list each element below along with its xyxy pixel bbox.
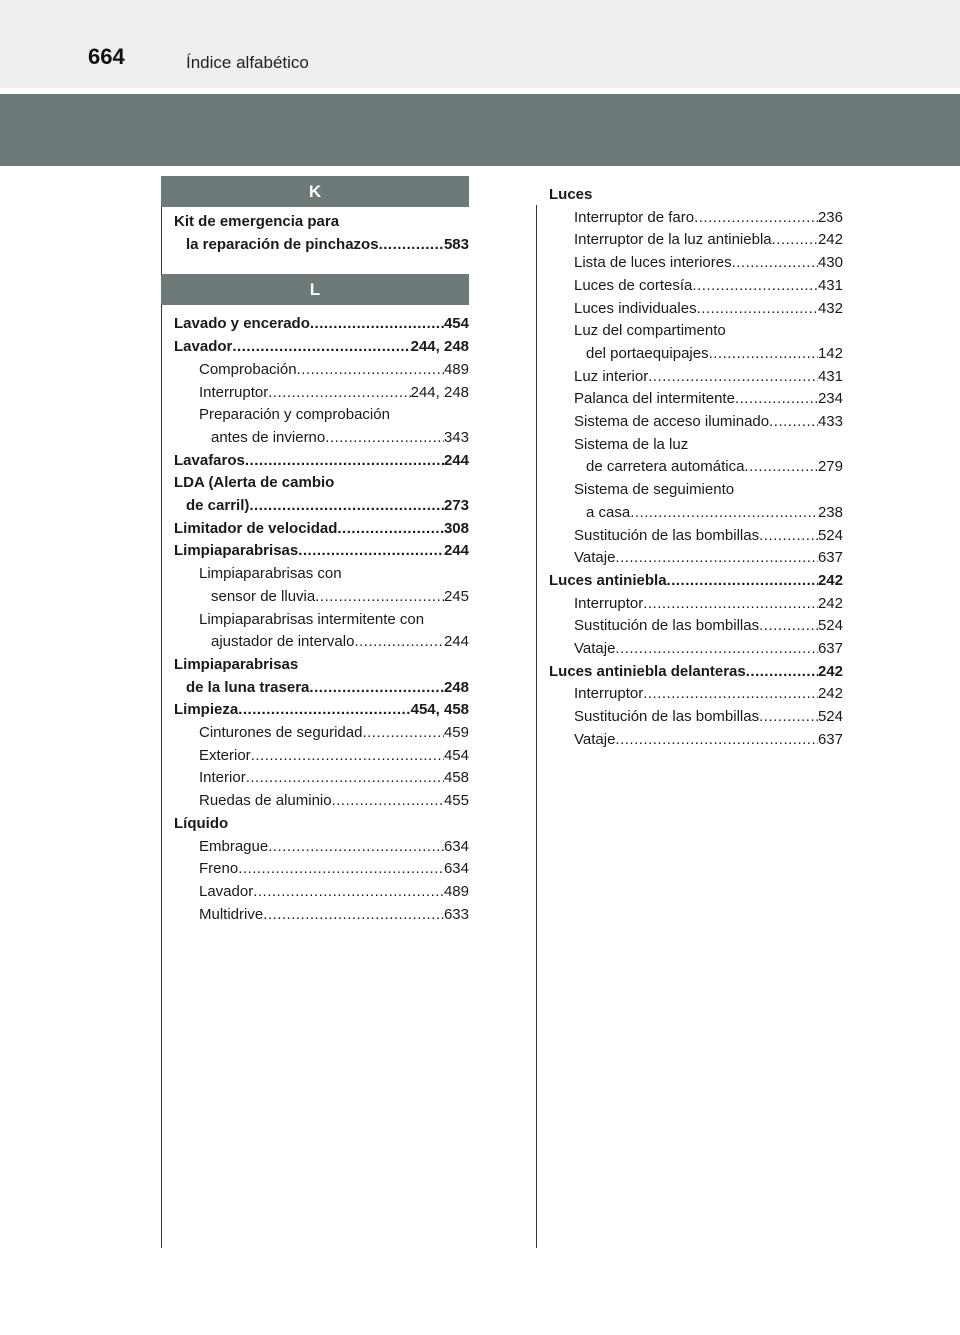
dot-leader [744, 456, 818, 479]
left-column [161, 176, 469, 926]
entry-term: Luces antiniebla [549, 571, 667, 589]
index-list-l [161, 305, 469, 926]
entry-term: Interruptor de faro [574, 208, 695, 226]
index-entry [174, 790, 469, 813]
dot-leader [667, 570, 818, 593]
dot-leader [325, 427, 444, 450]
entry-page-ref: 637 [817, 640, 843, 658]
index-entry [549, 320, 843, 343]
index-entry [174, 211, 469, 234]
dot-leader [769, 411, 818, 434]
index-entry [549, 615, 843, 638]
dot-leader [362, 722, 444, 745]
entry-term: Limpiaparabrisas [174, 655, 299, 673]
entry-term: Lavafaros [174, 451, 245, 469]
dot-leader [692, 275, 818, 298]
index-entry [549, 343, 843, 366]
entry-term: Limitador de velocidad [174, 519, 338, 537]
entry-page-ref: 308 [443, 519, 469, 537]
entry-term: Palanca del intermitente [574, 390, 735, 408]
entry-term: la reparación de pinchazos [186, 235, 379, 253]
index-entry [174, 586, 469, 609]
entry-term: Lavador [199, 882, 254, 900]
index-entry [549, 229, 843, 252]
entry-term: Sustitución de las bombillas [574, 617, 760, 635]
index-entry [549, 252, 843, 275]
entry-page-ref: 637 [817, 730, 843, 748]
index-entry [174, 382, 469, 405]
entry-term: Comprobación [199, 360, 297, 378]
entry-term: Luces [549, 186, 593, 203]
entry-term: de la luna trasera [186, 678, 310, 696]
index-entry [174, 540, 469, 563]
index-entry [174, 745, 469, 768]
entry-term: Vataje [574, 640, 616, 658]
section-header-l: L [161, 274, 469, 305]
entry-term: Sistema de acceso iluminado [574, 413, 770, 431]
entry-page-ref: 634 [443, 860, 469, 878]
index-entry [174, 836, 469, 859]
entry-page-ref: 489 [443, 882, 469, 900]
dot-leader [309, 677, 444, 700]
page-number: 664 [88, 44, 125, 69]
entry-term: a casa [586, 503, 631, 521]
entry-term: Sistema de la luz [574, 435, 689, 453]
dot-leader [298, 540, 444, 563]
dot-leader [615, 547, 818, 570]
index-entry [174, 767, 469, 790]
entry-page-ref: 343 [443, 428, 469, 446]
entry-term: Luz del compartimento [574, 322, 726, 340]
entry-page-ref: 431 [817, 367, 843, 385]
index-entry [174, 699, 469, 722]
entry-page-ref: 242 [817, 571, 843, 589]
dot-leader [246, 767, 444, 790]
index-entry [549, 525, 843, 548]
entry-page-ref: 454 [443, 315, 469, 333]
entry-page-ref: 524 [817, 708, 843, 726]
entry-page-ref: 637 [817, 549, 843, 567]
index-entry [174, 313, 469, 336]
entry-page-ref: 634 [443, 837, 469, 855]
index-entry [549, 570, 843, 593]
dot-leader [615, 638, 818, 661]
index-entry [549, 638, 843, 661]
entry-term: Lista de luces interiores [574, 254, 732, 272]
entry-term: Sistema de seguimiento [574, 481, 735, 499]
dot-leader [315, 586, 444, 609]
dot-leader [643, 593, 818, 616]
index-list-luces [536, 184, 843, 752]
entry-page-ref: 236 [817, 208, 843, 226]
index-entry [549, 207, 843, 230]
entry-term: Lavador [174, 338, 233, 356]
entry-term: Interruptor [199, 383, 269, 401]
dot-leader [709, 343, 818, 366]
dot-leader [232, 336, 410, 359]
entry-term: Interruptor [574, 685, 644, 703]
dot-leader [615, 729, 818, 752]
index-entry [174, 631, 469, 654]
entry-page-ref: 433 [817, 413, 843, 431]
dot-leader [245, 450, 444, 473]
entry-term: de carretera automática [586, 458, 745, 476]
entry-page-ref: 279 [817, 458, 843, 476]
entry-term: Ruedas de aluminio [199, 792, 332, 810]
running-title: Índice alfabético [186, 53, 309, 72]
entry-page-ref: 242 [817, 662, 843, 680]
entry-term: Luz interior [574, 367, 649, 385]
entry-page-ref: 524 [817, 617, 843, 635]
entry-term: Exterior [199, 746, 251, 764]
index-entry [549, 683, 843, 706]
index-entry [174, 427, 469, 450]
entry-term: Freno [199, 860, 239, 878]
entry-page-ref: 458 [443, 769, 469, 787]
entry-page-ref: 244 [443, 633, 469, 651]
entry-page-ref: 459 [443, 724, 469, 742]
index-entry [174, 518, 469, 541]
dot-leader [249, 495, 444, 518]
index-entry [174, 813, 469, 836]
index-entry [549, 366, 843, 389]
dot-leader [251, 745, 444, 768]
entry-term: Kit de emergencia para [174, 213, 340, 230]
index-list-k [161, 207, 469, 256]
entry-term: LDA (Alerta de cambio [174, 474, 335, 492]
dot-leader [630, 502, 818, 525]
index-entry [549, 706, 843, 729]
entry-term: Embrague [199, 837, 269, 855]
entry-term: de carril) [186, 497, 250, 515]
dot-leader [772, 229, 818, 252]
entry-term: Limpiaparabrisas intermitente con [199, 610, 425, 628]
dot-leader [759, 615, 818, 638]
dot-leader [379, 234, 444, 257]
entry-page-ref: 142 [817, 344, 843, 362]
entry-term: Vataje [574, 549, 616, 567]
entry-term: Limpiaparabrisas con [199, 565, 342, 583]
entry-term: Limpieza [174, 701, 239, 719]
entry-term: Preparación y comprobación [199, 406, 390, 424]
entry-page-ref: 454 [443, 746, 469, 764]
entry-page-ref: 244 [443, 451, 469, 469]
index-entry [174, 677, 469, 700]
dot-leader [263, 904, 444, 927]
dot-leader [759, 706, 818, 729]
dot-leader [332, 790, 444, 813]
index-entry [549, 729, 843, 752]
entry-page-ref: 245 [443, 587, 469, 605]
index-entry [549, 479, 843, 502]
index-entry [174, 472, 469, 495]
entry-page-ref: 489 [443, 360, 469, 378]
entry-page-ref: 524 [817, 526, 843, 544]
dot-leader [354, 631, 444, 654]
index-entry [549, 456, 843, 479]
dot-leader [732, 252, 818, 275]
dot-leader [694, 207, 818, 230]
entry-page-ref: 248 [443, 678, 469, 696]
entry-page-ref: 244, 248 [410, 383, 469, 401]
dot-leader [310, 313, 444, 336]
entry-term: Líquido [174, 814, 229, 832]
index-entry [174, 450, 469, 473]
dot-leader [268, 836, 444, 859]
dot-leader [238, 699, 410, 722]
dot-leader [643, 683, 818, 706]
entry-page-ref: 242 [817, 594, 843, 612]
index-entry [549, 661, 843, 684]
entry-term: antes de invierno [211, 428, 326, 446]
index-entry [174, 359, 469, 382]
entry-term: Sustitución de las bombillas [574, 526, 760, 544]
entry-term: Sustitución de las bombillas [574, 708, 760, 726]
dot-leader [648, 366, 818, 389]
entry-term: Luces antiniebla delanteras [549, 662, 746, 680]
dot-leader [253, 881, 444, 904]
index-entry [549, 547, 843, 570]
index-entry [174, 722, 469, 745]
top-strip [0, 0, 960, 88]
entry-term: Vataje [574, 730, 616, 748]
entry-page-ref: 242 [817, 231, 843, 249]
index-entry [174, 904, 469, 927]
entry-term: Cinturones de seguridad [199, 724, 363, 742]
index-entry [174, 654, 469, 677]
dot-leader [759, 525, 818, 548]
entry-page-ref: 455 [443, 792, 469, 810]
entry-term: Multidrive [199, 905, 264, 923]
index-entry [549, 411, 843, 434]
index-entry [174, 495, 469, 518]
index-entry [174, 234, 469, 257]
index-entry [174, 404, 469, 427]
index-entry [549, 388, 843, 411]
section-header-k: K [161, 176, 469, 207]
index-entry [549, 502, 843, 525]
dot-leader [238, 858, 444, 881]
index-entry [549, 434, 843, 457]
header-band [0, 94, 960, 166]
entry-page-ref: 242 [817, 685, 843, 703]
entry-page-ref: 633 [443, 905, 469, 923]
dot-leader [297, 359, 444, 382]
index-entry [549, 593, 843, 616]
entry-page-ref: 583 [443, 235, 469, 253]
entry-page-ref: 430 [817, 254, 843, 272]
entry-term: ajustador de intervalo [211, 633, 355, 651]
dot-leader [746, 661, 818, 684]
dot-leader [268, 382, 410, 405]
entry-term: Interior [199, 769, 246, 787]
index-entry [174, 881, 469, 904]
entry-page-ref: 432 [817, 299, 843, 317]
entry-term: Interruptor [574, 594, 644, 612]
entry-page-ref: 431 [817, 276, 843, 294]
entry-page-ref: 273 [443, 497, 469, 515]
entry-page-ref: 244, 248 [410, 338, 469, 356]
entry-term: del portaequipajes [586, 344, 709, 362]
index-entry [549, 275, 843, 298]
dot-leader [735, 388, 818, 411]
dot-leader [337, 518, 444, 541]
entry-term: Luces individuales [574, 299, 697, 317]
index-entry [174, 858, 469, 881]
entry-term: Limpiaparabrisas [174, 542, 299, 560]
entry-page-ref: 238 [817, 503, 843, 521]
index-entry [174, 563, 469, 586]
entry-term: Lavado y encerado [174, 315, 310, 333]
entry-term: Interruptor de la luz antiniebla [574, 231, 772, 249]
index-entry [174, 336, 469, 359]
entry-term: sensor de lluvia [211, 587, 316, 605]
entry-page-ref: 244 [443, 542, 469, 560]
entry-page-ref: 454, 458 [410, 701, 469, 719]
right-column [536, 184, 843, 752]
entry-page-ref: 234 [817, 390, 843, 408]
entry-term: Luces de cortesía [574, 276, 693, 294]
index-entry [549, 298, 843, 321]
dot-leader [697, 298, 818, 321]
index-entry [549, 184, 843, 207]
index-entry [174, 609, 469, 632]
